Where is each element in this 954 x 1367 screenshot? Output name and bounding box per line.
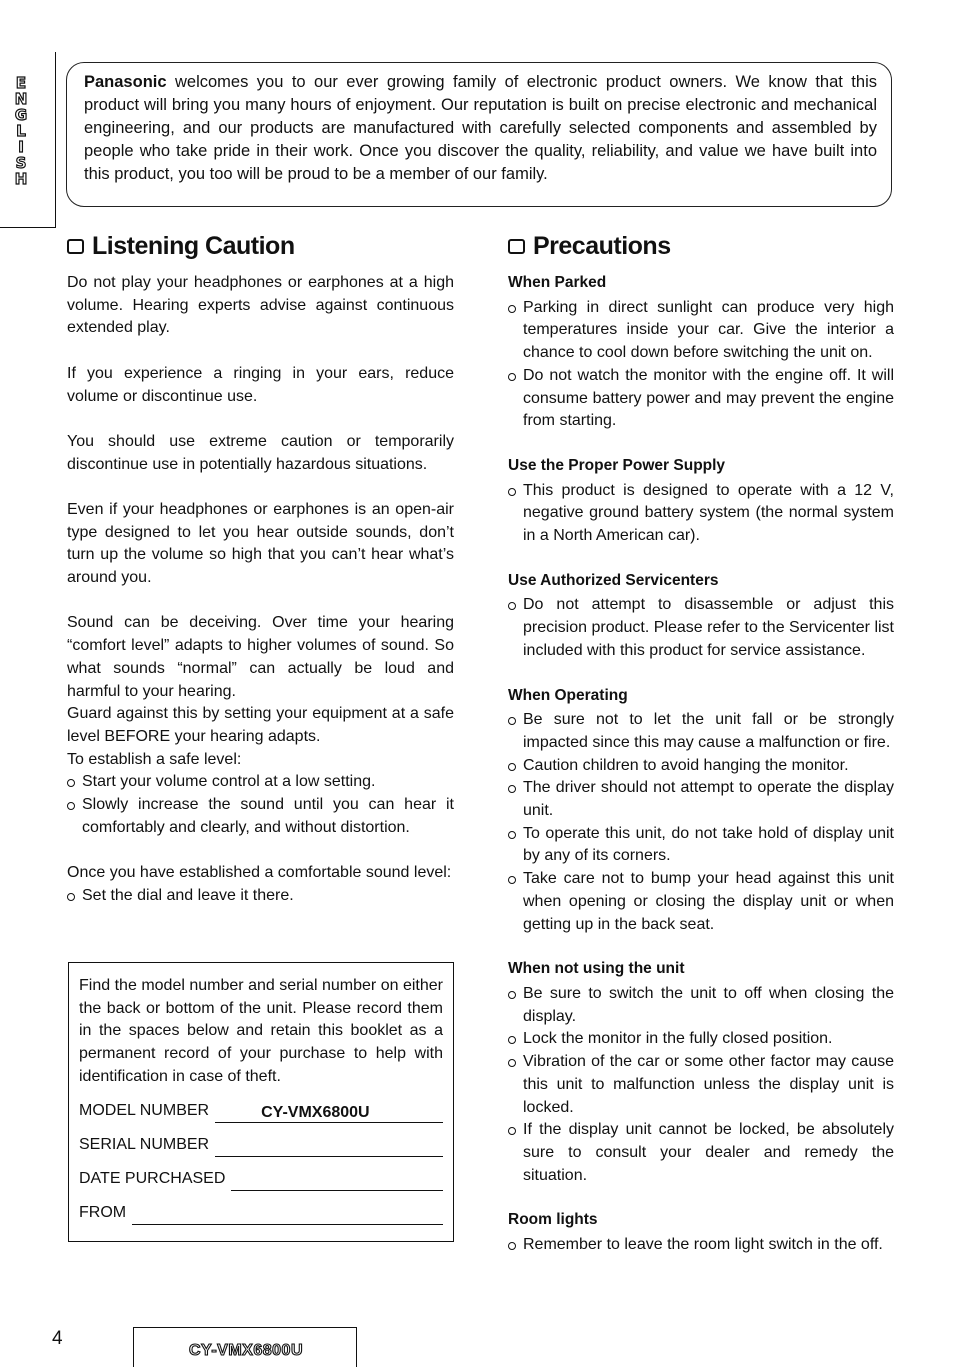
intro-box <box>66 62 892 207</box>
field-label: MODEL NUMBER <box>79 1101 210 1119</box>
intro-text: welcomes you to our ever growing family of electronic product owners. We know that this product will bring you many hours of enjoyment. Our reputation is built on precise electronic and mechanical engineering, and our products are manufactured with carefully selected components and assembled by people who take pride in their work. Once you discover the quality, reliability, and value we have built into this product, you too will be proud to be a member of our family. <box>84 73 877 183</box>
list-item: Do not watch the monitor with the engine off. It will consume battery power and may prevent the engine from starting. <box>508 365 894 433</box>
paragraph: Sound can be deceiving. Over time your hearing “comfort level” adapts to higher volumes of sound. So what sounds “normal” can actually be loud and harmful to your hearing. <box>67 614 454 700</box>
date-purchased-line <box>231 1172 443 1191</box>
paragraph: You should use extreme caution or temporarily discontinue use in potentially hazardous situations. <box>67 432 454 473</box>
field-label: FROM <box>79 1203 127 1221</box>
serial-number-line <box>215 1138 443 1157</box>
list-item: Do not attempt to disassemble or adjust this precision product. Please refer to the Servicenter list included with this product for service assistance. <box>508 594 894 662</box>
language-tab-label: ENGLISH <box>12 74 30 186</box>
list-item: Take care not to bump your head against this unit when opening or closing the display unit or when getting up in the back seat. <box>508 868 894 936</box>
listening-caution-title: Listening Caution <box>92 232 295 260</box>
language-tab <box>0 52 56 228</box>
subheading: When Parked <box>508 274 607 291</box>
from-field <box>79 1191 443 1225</box>
list-item: Remember to leave the room light switch in the off. <box>508 1234 894 1257</box>
listening-caution-heading <box>67 232 295 261</box>
footer-model-label: CY-VMX6800U <box>189 1342 303 1359</box>
list-item: Be sure to switch the unit to off when closing the display. <box>508 983 894 1028</box>
list-item: Caution children to avoid hanging the monitor. <box>508 755 894 778</box>
field-label: SERIAL NUMBER <box>79 1135 210 1153</box>
list-item: Start your volume control at a low setting. <box>67 771 454 794</box>
precautions-section <box>508 272 894 1257</box>
list-item: This product is designed to operate with a 12 V, negative ground battery system (the normal system in a North American car). <box>508 480 894 548</box>
checkbox-square-icon <box>508 239 525 254</box>
date-purchased-field <box>79 1157 443 1191</box>
footer-model-box <box>133 1327 357 1367</box>
list-item: To operate this unit, do not take hold of display unit by any of its corners. <box>508 823 894 868</box>
precautions-title: Precautions <box>533 232 671 260</box>
field-label: DATE PURCHASED <box>79 1169 226 1187</box>
model-number-value: CY-VMX6800U <box>215 1104 443 1123</box>
subheading: Use the Proper Power Supply <box>508 456 726 474</box>
checkbox-square-icon <box>67 239 84 254</box>
list-item: Vibration of the car or some other factor may cause this unit to malfunction unless the display unit is locked. <box>508 1051 894 1119</box>
paragraph: Even if your headphones or earphones is an open-air type designed to let you hear outside sounds, don’t turn up the volume so high that you can’t hear what’s around you. <box>67 500 454 587</box>
paragraph: If you experience a ringing in your ears, reduce volume or discontinue use. <box>67 364 454 405</box>
subheading: When Operating <box>508 686 628 704</box>
brand-name: Panasonic <box>84 73 167 91</box>
from-line <box>132 1206 443 1225</box>
precautions-heading <box>508 232 671 261</box>
serial-number-field <box>79 1123 443 1157</box>
list-item: The driver should not attempt to operate the display unit. <box>508 777 894 822</box>
listening-caution-section <box>67 272 454 908</box>
subheading: Use Authorized Servicenters <box>508 571 719 589</box>
list-item: Be sure not to let the unit fall or be strongly impacted since this may cause a malfunction or fire. <box>508 709 894 754</box>
record-box <box>68 962 454 1242</box>
subheading: Room lights <box>508 1211 598 1229</box>
list-item: If the display unit cannot be locked, be absolutely sure to consult your dealer and remedy the situation. <box>508 1119 894 1187</box>
model-number-field <box>79 1089 443 1123</box>
list-item: Lock the monitor in the fully closed position. <box>508 1028 894 1051</box>
paragraph: Do not play your headphones or earphones at a high volume. Hearing experts advise against continuous extended play. <box>67 274 454 337</box>
paragraph: Once you have established a comfortable sound level: <box>67 864 452 882</box>
list-item: Parking in direct sunlight can produce very high temperatures inside your car. Give the interior a chance to cool down before switching the unit on. <box>508 297 894 365</box>
page-number: 4 <box>52 1328 63 1349</box>
subheading: When not using the unit <box>508 960 685 978</box>
paragraph: Guard against this by setting your equipment at a safe level BEFORE your hearing adapts. <box>67 705 454 745</box>
paragraph: To establish a safe level: <box>67 750 242 768</box>
list-item: Slowly increase the sound until you can hear it comfortably and clearly, and without distortion. <box>67 794 454 839</box>
list-item: Set the dial and leave it there. <box>67 885 454 908</box>
record-instructions: Find the model number and serial number on either the back or bottom of the unit. Please record them in the spaces below and retain this booklet as a permanent record of your purchase to help with identification in case of theft. <box>79 977 443 1085</box>
